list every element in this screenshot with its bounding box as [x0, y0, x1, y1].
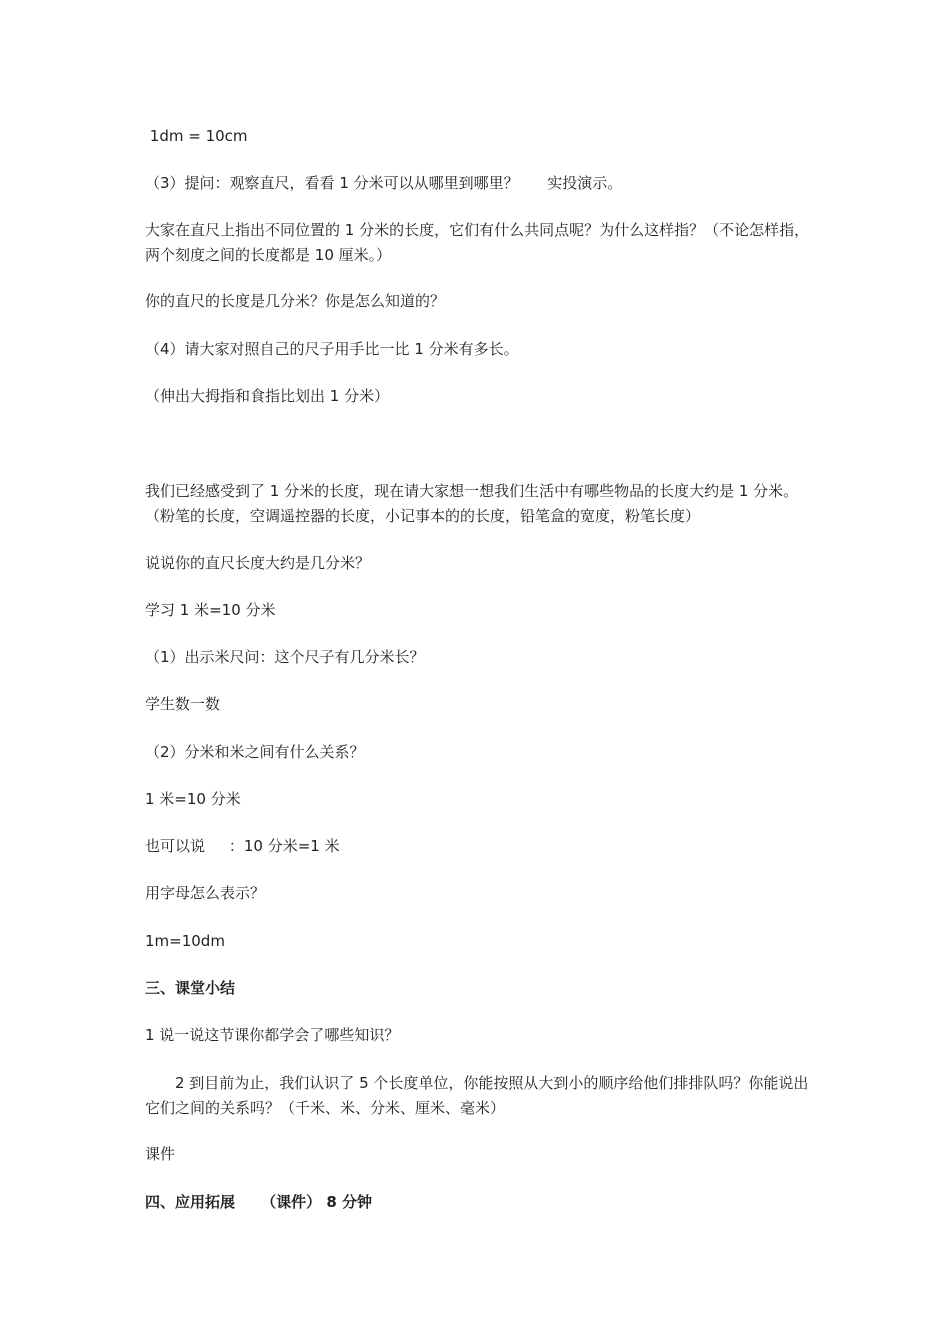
- formula-m-dm: 1m=10dm: [145, 932, 225, 950]
- paragraph-gesture: （伸出大拇指和食指比划出 1 分米）: [145, 387, 390, 405]
- paragraph-question-3: （3）提问：观察直尺，看看 1 分米可以从哪里到哪里？ 实投演示。: [145, 174, 623, 192]
- paragraph-learn-meter: 学习 1 米=10 分米: [145, 601, 276, 619]
- paragraph-everyday-objects: 我们已经感受到了 1 分米的长度，现在请大家想一想我们生活中有哪些物品的长度大约是 1 分米。（粉笔的长度，空调遥控器的长度，小记事本的的长度，铅笔盒的宽度，粉笔长度）: [145, 482, 799, 525]
- paragraph-summary-1: 1 说一说这节课你都学会了哪些知识？: [145, 1026, 400, 1044]
- paragraph-question-2: （2）分米和米之间有什么关系？: [145, 743, 365, 761]
- paragraph-question-1: （1）出示米尺问：这个尺子有几分米长？: [145, 648, 425, 666]
- formula-decimeter-meter: 也可以说 ：10 分米=1 米: [145, 837, 340, 855]
- paragraph-ruler-length: 你的直尺的长度是几分米？你是怎么知道的？: [145, 292, 446, 310]
- formula-dm-cm: 1dm = 10cm: [145, 127, 248, 145]
- heading-summary: 三、课堂小结: [145, 979, 236, 997]
- paragraph-summary-2: 2 到目前为止，我们认识了 5 个长度单位，你能按照从大到小的顺序给他们排排队吗？你能说出它们之间的关系吗？（千米、米、分米、厘米、毫米）: [145, 1074, 809, 1117]
- paragraph-question-4: （4）请大家对照自己的尺子用手比一比 1 分米有多长。: [145, 340, 519, 358]
- paragraph-common-point: 大家在直尺上指出不同位置的 1 分米的长度，它们有什么共同点呢？为什么这样指？（不论怎样指，两个刻度之间的长度都是 10 厘米。）: [145, 221, 810, 264]
- heading-application: 四、应用拓展 （课件） 8 分钟: [145, 1193, 372, 1211]
- paragraph-letters-question: 用字母怎么表示？: [145, 884, 266, 902]
- paragraph-ruler-estimate: 说说你的直尺长度大约是几分米？: [145, 554, 371, 572]
- paragraph-count: 学生数一数: [145, 695, 221, 713]
- paragraph-courseware: 课件: [145, 1145, 176, 1163]
- formula-meter-decimeter: 1 米=10 分米: [145, 790, 241, 808]
